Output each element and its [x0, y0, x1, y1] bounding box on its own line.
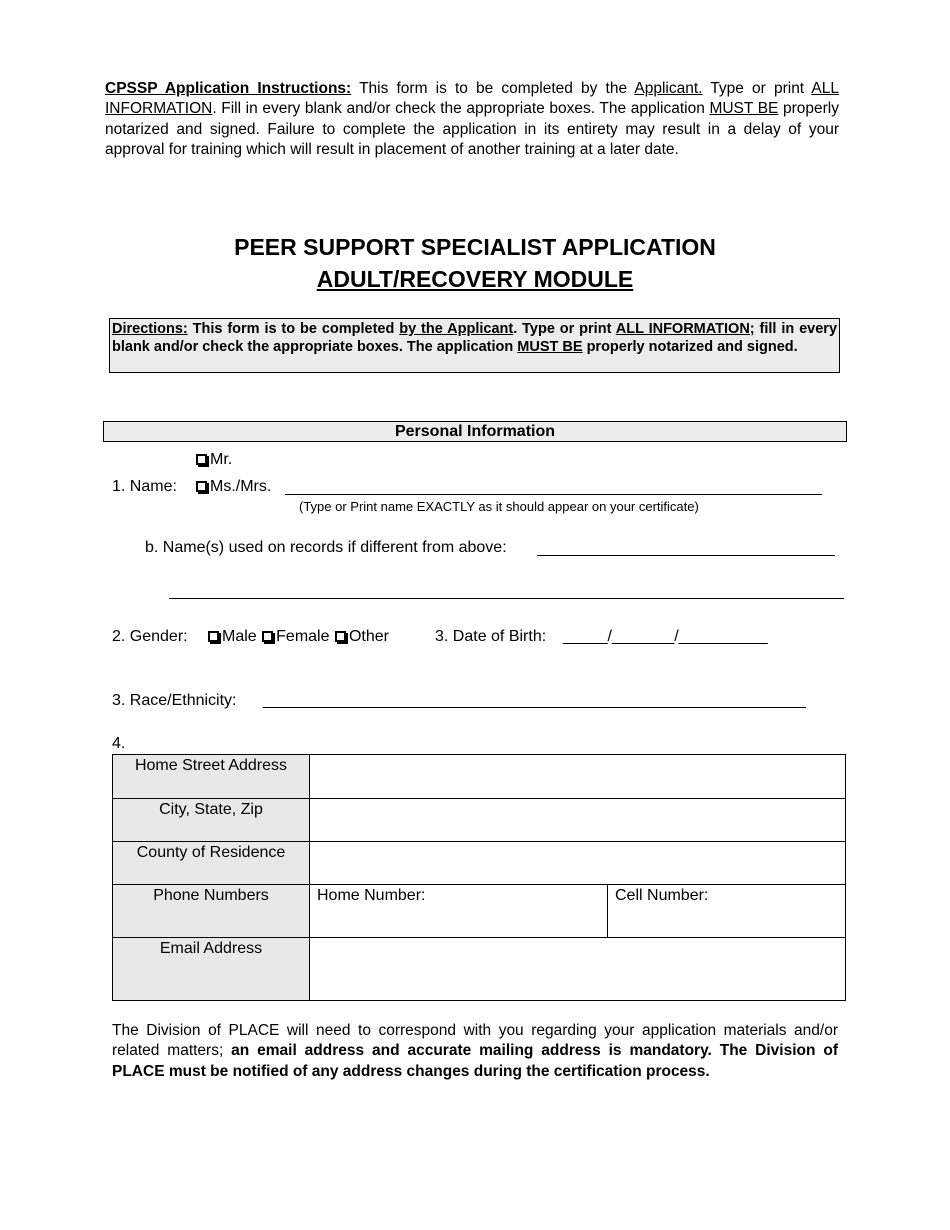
instructions-text-1: This form is to be completed by the: [351, 80, 635, 97]
table-row: [113, 842, 846, 885]
name-note: (Type or Print name EXACTLY as it should appear on your certificate): [299, 499, 699, 514]
form-title: PEER SUPPORT SPECIALIST APPLICATION: [234, 234, 716, 260]
cell-number-field[interactable]: [608, 885, 846, 938]
name-title-ms-option: [196, 478, 271, 496]
male-checkbox[interactable]: [208, 631, 219, 642]
directions-by-applicant: by the Applicant: [399, 321, 514, 337]
contact-info-table: [112, 754, 846, 1001]
home-street-address-field[interactable]: [310, 755, 846, 799]
directions-all-information: ALL INFORMATION;: [615, 321, 755, 337]
phone-numbers-label: Phone Numbers: [113, 885, 310, 938]
name-input-line[interactable]: [285, 494, 822, 495]
male-label: Male: [222, 628, 257, 645]
ms-mrs-label: Ms./Mrs.: [210, 478, 272, 495]
directions-text-2: . Type or print: [513, 321, 616, 337]
dob-label: 3. Date of Birth:: [435, 628, 547, 645]
female-checkbox[interactable]: [262, 631, 273, 642]
female-label: Female: [276, 628, 330, 645]
directions-must-be: MUST BE: [517, 339, 583, 356]
directions-text-4: properly notarized and signed.: [582, 339, 798, 356]
home-street-address-label: Home Street Address: [113, 755, 310, 799]
other-checkbox[interactable]: [335, 631, 346, 642]
home-number-field[interactable]: [310, 885, 608, 938]
gender-options: [208, 628, 389, 646]
home-number-label: Home Number:: [317, 887, 426, 904]
personal-information-header: Personal Information: [103, 421, 847, 442]
directions-text-3: fill in every blank and/or check the appropriate boxes. The application: [112, 321, 838, 356]
instructions-applicant: Applicant.: [634, 80, 703, 97]
name-label: 1. Name:: [112, 478, 177, 495]
instructions-heading: CPSSP Application Instructions:: [105, 80, 352, 97]
city-state-zip-field[interactable]: [310, 799, 846, 842]
other-label: Other: [348, 628, 389, 645]
other-names-input-line-2[interactable]: [169, 598, 844, 599]
race-ethnicity-label: 3. Race/Ethnicity:: [112, 692, 237, 709]
instructions-paragraph: [105, 79, 839, 160]
form-subtitle: ADULT/RECOVERY MODULE: [316, 266, 634, 292]
email-address-field[interactable]: [310, 938, 846, 1001]
table-row: [113, 755, 846, 799]
mr-checkbox[interactable]: [196, 454, 207, 465]
mr-label: Mr.: [210, 451, 233, 468]
race-ethnicity-input-blank[interactable]: _____________________________________________________________: [263, 692, 806, 709]
table-row: [113, 885, 846, 938]
instructions-text-3: . Fill in every blank and/or check the appropriate boxes. The application: [212, 100, 710, 118]
closing-paragraph: [112, 1021, 838, 1082]
city-state-zip-label: City, State, Zip: [113, 799, 310, 842]
instructions-all-information: ALL INFORMATION: [105, 80, 839, 118]
cell-number-label: Cell Number:: [615, 887, 709, 904]
table-row: [113, 799, 846, 842]
closing-text: The Division of PLACE will need to correspond with you regarding your application materials and/or related matters;: [112, 1022, 838, 1060]
email-address-label: Email Address: [113, 938, 310, 1001]
county-of-residence-field[interactable]: [310, 842, 846, 885]
item-4-label: 4.: [112, 735, 126, 752]
table-row: [113, 938, 846, 1001]
ms-mrs-checkbox[interactable]: [196, 481, 207, 492]
closing-bold-text: an email address and accurate mailing address is mandatory. The Division of PLACE must be notified of any address changes during the certification process.: [112, 1042, 838, 1080]
other-names-input-line[interactable]: [537, 555, 835, 556]
instructions-text-4: properly notarized and signed. Failure to complete the application in its entirety may result in a delay of your approval for training which will result in placement of another training at a later date.: [105, 100, 839, 158]
other-names-label: b. Name(s) used on records if different from above:: [145, 539, 507, 556]
directions-box: [109, 318, 840, 373]
gender-label: 2. Gender:: [112, 628, 188, 645]
dob-input-blank[interactable]: _____/_______/__________: [563, 628, 768, 645]
name-title-mr-option: [196, 451, 232, 469]
directions-label: Directions:: [112, 321, 188, 337]
county-of-residence-label: County of Residence: [113, 842, 310, 885]
directions-text-1: This form is to be completed: [187, 321, 400, 337]
instructions-text-2: Type or print: [702, 80, 812, 97]
instructions-must-be: MUST BE: [709, 100, 779, 118]
